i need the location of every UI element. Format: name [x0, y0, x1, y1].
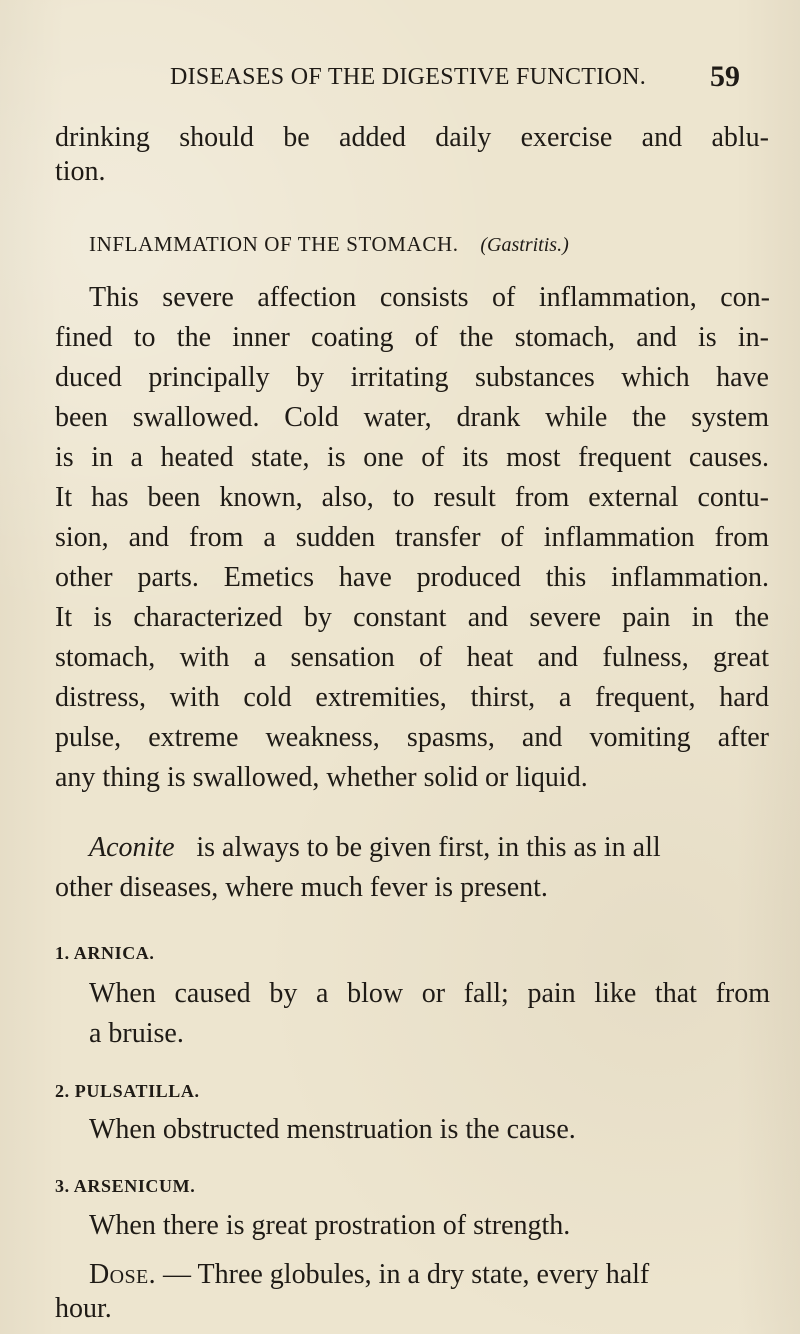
running-head: DISEASES OF THE DIGESTIVE FUNCTION.	[170, 64, 647, 90]
paragraph-line-1: This severe affection consists of inflammation, con-	[89, 282, 770, 313]
remedy-heading-arsenicum: 3. ARSENICUM.	[55, 1176, 196, 1196]
paragraph-line-7: sion, and from a sudden transfer of inflammation from	[55, 522, 769, 553]
opening-line-2: tion.	[55, 156, 106, 187]
page-header	[170, 60, 770, 100]
section-heading	[89, 228, 569, 260]
aconite-line-2: other diseases, where much fever is present.	[55, 872, 548, 903]
paragraph-line-12: pulse, extreme weakness, spasms, and vomiting after	[55, 722, 769, 753]
remedy-arnica-line-2: a bruise.	[89, 1018, 184, 1049]
paragraph-line-10: stomach, with a sensation of heat and fulness, great	[55, 642, 769, 673]
paragraph-line-8: other parts. Emetics have produced this inflammation.	[55, 562, 769, 593]
dose-text-part-1: — Three globules, in a dry state, every half	[163, 1259, 650, 1290]
section-heading-main: INFLAMMATION OF THE STOMACH.	[89, 232, 459, 256]
paragraph-line-6: It has been known, also, to result from external contu-	[55, 482, 769, 513]
aconite-sentence-part-1: is always to be given first, in this as in all	[196, 832, 661, 863]
remedy-heading-pulsatilla: 2. PULSATILLA.	[55, 1081, 200, 1101]
page-number: 59	[710, 60, 740, 93]
paragraph-line-11: distress, with cold extremities, thirst, a frequent, hard	[55, 682, 769, 713]
dose-line-1	[89, 1258, 770, 1292]
aconite-remedy-name: Aconite	[89, 832, 175, 863]
dose-line-2: hour.	[55, 1293, 112, 1324]
paragraph-line-4: been swallowed. Cold water, drank while the system	[55, 402, 769, 433]
aconite-line-1	[89, 831, 770, 865]
paragraph-line-2: fined to the inner coating of the stomach, and is in-	[55, 322, 769, 353]
remedy-heading-arnica: 1. ARNICA.	[55, 943, 155, 963]
section-heading-subtitle: (Gastritis.)	[480, 234, 569, 256]
paragraph-line-13: any thing is swallowed, whether solid or liquid.	[55, 762, 588, 793]
opening-line-1: drinking should be added daily exercise and ablu-	[55, 122, 769, 153]
dose-label: Dose.	[89, 1259, 157, 1290]
paragraph-line-5: is in a heated state, is one of its most frequent causes.	[55, 442, 769, 473]
remedy-arnica-line-1: When caused by a blow or fall; pain like that from	[89, 978, 770, 1009]
remedy-pulsatilla-line-1: When obstructed menstruation is the cause.	[89, 1114, 576, 1145]
remedy-arsenicum-line-1: When there is great prostration of strength.	[89, 1210, 571, 1241]
paragraph-line-9: It is characterized by constant and severe pain in the	[55, 602, 769, 633]
paragraph-line-3: duced principally by irritating substances which have	[55, 362, 769, 393]
